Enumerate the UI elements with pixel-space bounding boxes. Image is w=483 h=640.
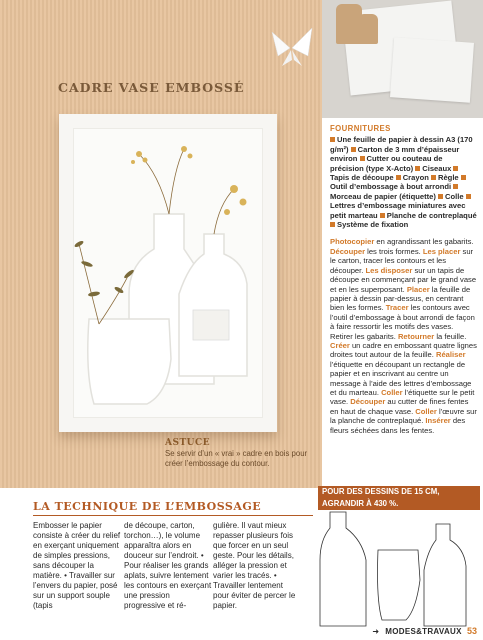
step-lead: Tracer bbox=[385, 303, 409, 313]
technique-column-2: de découpe, carton, torchon…), le volume apparaîtra alors en douceur sur l’endroit. • Pour réaliser les grands aplats, suivre lentement les contours en exerçant une pression progressive et ré- bbox=[124, 521, 212, 610]
pattern-banner-line2: AGRANDIR À 430 %. bbox=[322, 499, 399, 508]
pattern-banner-line1: POUR DES DESSINS DE 15 CM, bbox=[322, 487, 440, 496]
pattern-banner bbox=[318, 486, 480, 510]
embossed-vases-illustration bbox=[59, 114, 277, 432]
tip-heading: ASTUCE bbox=[165, 438, 211, 448]
supply-item: Une feuille de papier à dessin A3 (170 g/m²) bbox=[330, 135, 473, 154]
steps-text bbox=[330, 237, 478, 435]
tip-box bbox=[165, 438, 322, 468]
page-number: 53 bbox=[466, 626, 477, 636]
step-text: les contours avec l’outil d’embossage à bout arrondi de façon à faire ressortir les motifs des vases. Retirer les gabarits. bbox=[330, 303, 475, 341]
step-lead: Coller bbox=[381, 387, 403, 397]
step-lead: Placer bbox=[406, 284, 430, 294]
supply-item: Outil d’embossage à bout arrondi bbox=[330, 182, 454, 192]
supply-item: Lettres d’embossage miniatures avec petit marteau bbox=[330, 201, 466, 220]
step-text: l’œuvre sur la planche de contreplaqué. bbox=[330, 406, 477, 426]
project-title: CADRE VASE EMBOSSÉ bbox=[58, 80, 245, 95]
technique-divider bbox=[33, 515, 313, 516]
bullet-square-icon bbox=[415, 166, 420, 171]
step-lead: Réaliser bbox=[435, 350, 466, 360]
step-text: des fleurs séchées dans les fentes. bbox=[330, 416, 466, 435]
step-text: un cadre en embossant quatre lignes droites tout autour de la feuille. bbox=[330, 340, 477, 360]
step-text: en agrandissant les gabarits. bbox=[374, 237, 474, 247]
supply-item: Carton de 3 mm d’épaisseur environ bbox=[330, 144, 460, 164]
step-text: sur le carton, tracer les contours et les découper. bbox=[330, 246, 474, 275]
paper-butterfly-icon bbox=[268, 26, 316, 70]
supply-item: Planche de contreplaqué bbox=[386, 210, 477, 220]
bullet-square-icon bbox=[453, 166, 458, 171]
technique-column-3: gulière. Il vaut mieux repasser plusieurs fois que forcer en un seul geste. Pour les détails, alléger la pression et varier les tracés. • Travailler lentement pour éviter de percer le papier. bbox=[213, 521, 296, 610]
vase-templates-drawing bbox=[318, 510, 480, 628]
supply-item: Ciseaux bbox=[422, 163, 454, 173]
supply-item: Règle bbox=[437, 173, 461, 183]
step-text: la feuille de papier à dessin par-dessus, en centrant bien les formes. bbox=[330, 284, 471, 313]
step-lead: Retourner bbox=[397, 331, 435, 341]
bullet-square-icon bbox=[330, 222, 335, 227]
magazine-name: MODES&TRAVAUX bbox=[385, 627, 462, 636]
bullet-square-icon bbox=[466, 194, 471, 199]
supplies-list bbox=[330, 135, 478, 229]
bullet-square-icon bbox=[380, 213, 385, 218]
step-lead: Coller bbox=[415, 406, 437, 416]
supply-item: Crayon bbox=[402, 173, 431, 183]
step-text: sur un tapis de découpe en commençant par le grand vase et en les superposant. bbox=[330, 265, 477, 294]
bullet-square-icon bbox=[396, 175, 401, 180]
step-lead: Découper bbox=[350, 397, 386, 407]
step-text: l’étiquette sur le petit vase. bbox=[330, 387, 475, 407]
step-text: les trois formes. bbox=[365, 246, 423, 256]
step-lead: Les placer bbox=[422, 246, 461, 256]
page-footer bbox=[372, 626, 477, 636]
technique-title: LA TECHNIQUE DE L’EMBOSSAGE bbox=[33, 500, 262, 513]
bullet-square-icon bbox=[431, 175, 436, 180]
supply-item: Morceau de papier (étiquette) bbox=[330, 191, 439, 201]
templates-photo bbox=[322, 0, 483, 118]
bullet-square-icon bbox=[360, 156, 365, 161]
next-page-arrow-icon: ➜ bbox=[372, 627, 380, 636]
instructions-column bbox=[330, 124, 478, 435]
step-text: au cutter de fines fentes en haut de chaque vase. bbox=[330, 397, 469, 416]
bullet-square-icon bbox=[461, 175, 466, 180]
supply-item: Tapis de découpe bbox=[330, 173, 396, 183]
step-lead: Photocopier bbox=[330, 237, 375, 247]
cardboard-template bbox=[358, 14, 378, 44]
bullet-square-icon bbox=[453, 184, 458, 189]
tip-text: Se servir d’un « vrai » cadre en bois pour créer l’embossage du contour. bbox=[165, 449, 308, 468]
step-lead: Découper bbox=[330, 246, 366, 256]
bullet-square-icon bbox=[330, 137, 335, 142]
step-lead: Insérer bbox=[425, 416, 451, 426]
step-text: la feuille. bbox=[434, 331, 467, 341]
supply-item: Système de fixation bbox=[337, 220, 409, 230]
embossed-frame bbox=[59, 114, 277, 432]
supply-item: Colle bbox=[445, 191, 466, 201]
technique-column-1: Embosser le papier consiste à créer du relief en exerçant uniquement de simples pressions, sans découper la matière. • Travailler sur l’envers du papier, posé sur un support souple (tapis bbox=[33, 521, 121, 610]
step-lead: Créer bbox=[330, 340, 350, 350]
bullet-square-icon bbox=[351, 147, 356, 152]
supplies-heading: FOURNITURES bbox=[330, 124, 391, 133]
supply-item: Cutter ou couteau de précision (type X-Acto) bbox=[330, 154, 443, 173]
paper-sheet bbox=[390, 37, 474, 102]
step-text: l’étiquette en découpant un rectangle de papier et en inscrivant au centre un message à l’aide des lettres d’embossage et du marteau. bbox=[330, 359, 472, 397]
bullet-square-icon bbox=[438, 194, 443, 199]
step-lead: Les disposer bbox=[365, 265, 413, 275]
